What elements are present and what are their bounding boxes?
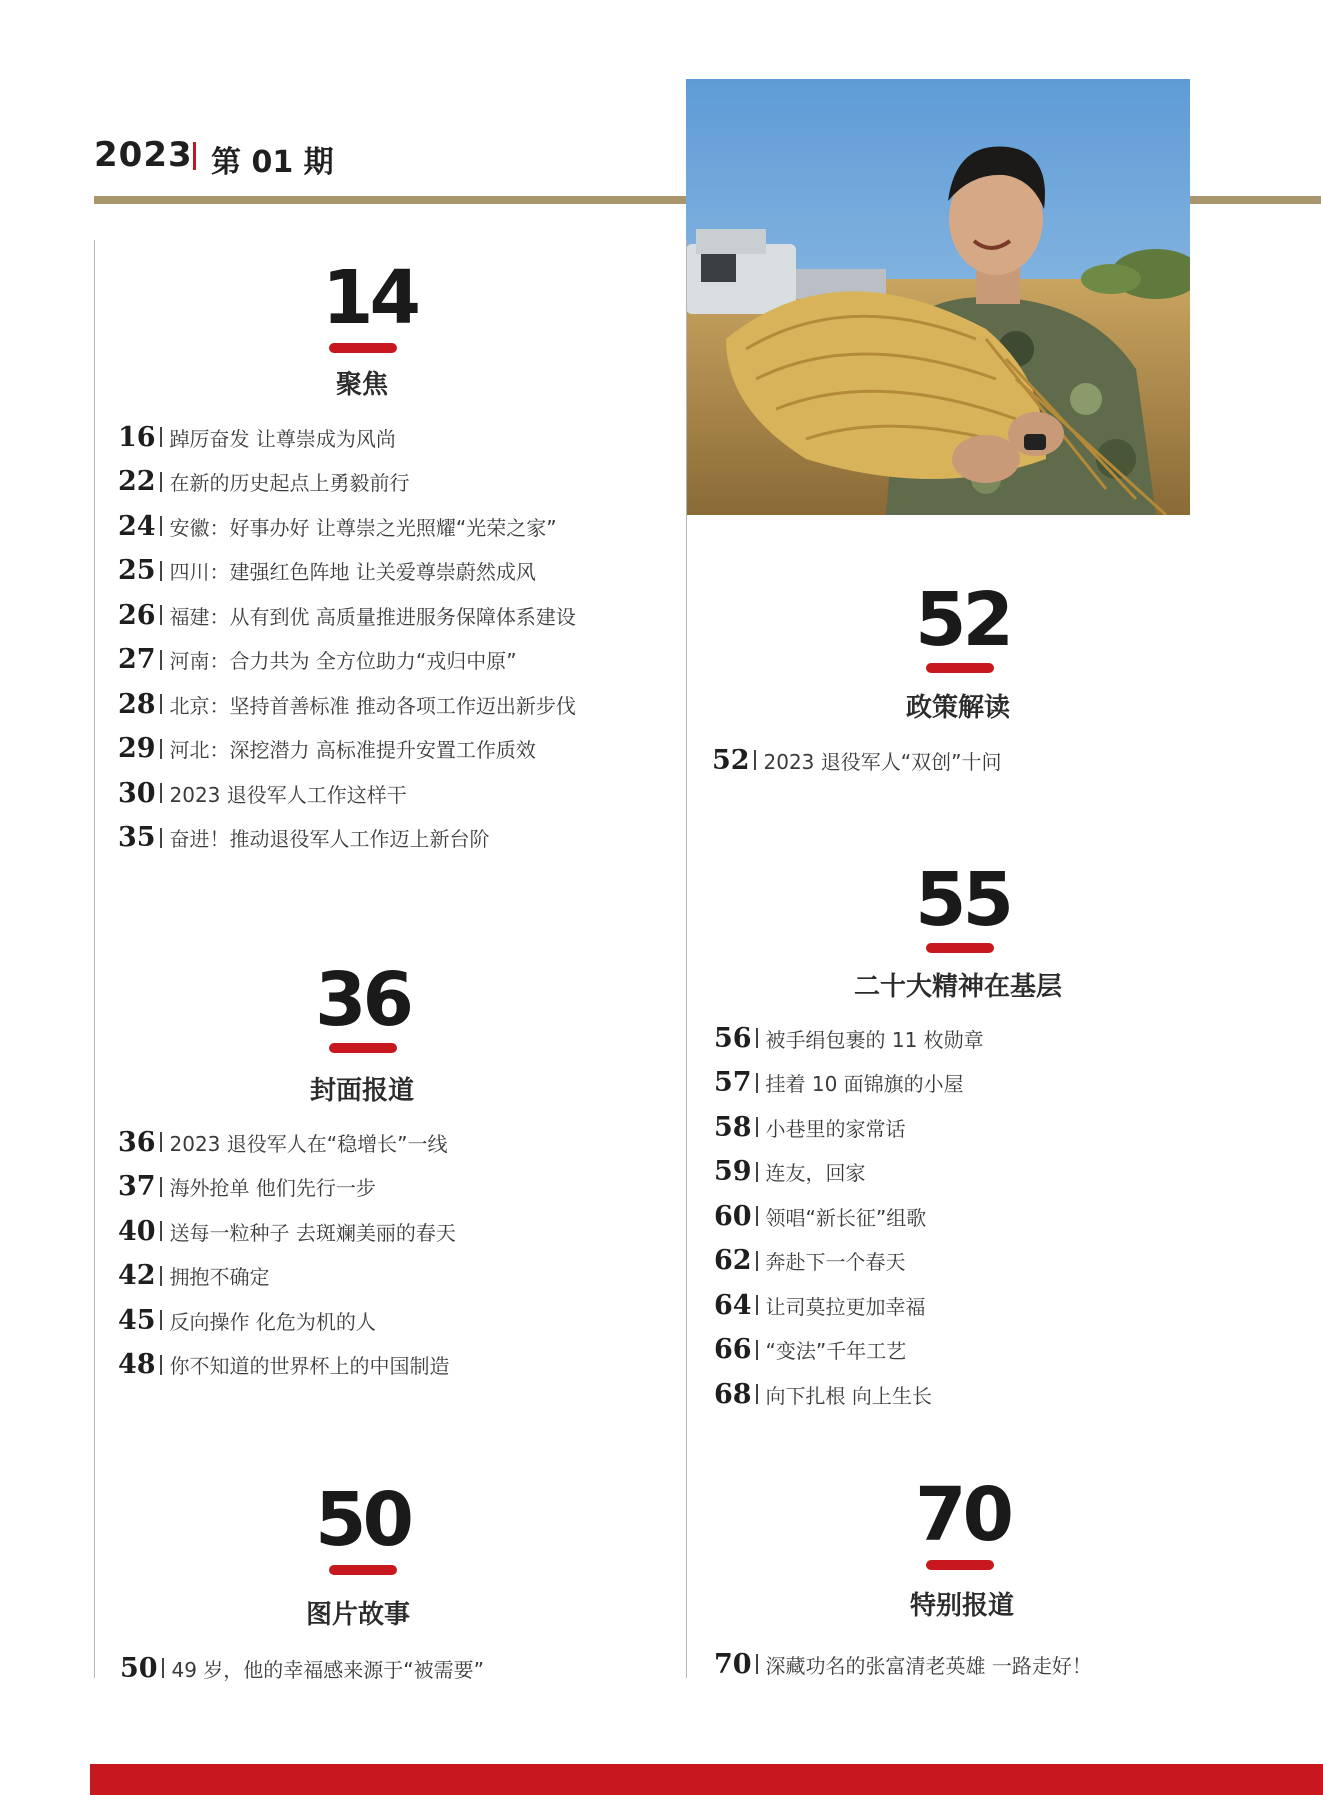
section-photo-story-list <box>120 1646 484 1691</box>
toc-entry[interactable] <box>118 1254 456 1299</box>
toc-entry[interactable] <box>118 1120 456 1165</box>
toc-entry[interactable] <box>118 593 576 638</box>
toc-page: 68 <box>714 1378 752 1410</box>
section-photo-story-bar <box>329 1565 397 1575</box>
section-cover-page: 36 <box>315 957 410 1043</box>
toc-title: 小巷里的家常话 <box>765 1116 906 1141</box>
toc-entry[interactable] <box>714 1061 984 1106</box>
bottom-red-band <box>90 1764 1323 1795</box>
toc-entry[interactable] <box>714 1372 984 1417</box>
toc-title: 49 岁，他的幸福感来源于“被需要” <box>171 1657 485 1682</box>
toc-page: 29 <box>118 733 156 765</box>
toc-title: 拥抱不确定 <box>169 1265 270 1290</box>
middle-column-divider <box>686 240 687 1678</box>
toc-entry[interactable] <box>714 1283 984 1328</box>
toc-page: 45 <box>118 1304 156 1336</box>
toc-title: “变法”千年工艺 <box>765 1339 907 1364</box>
toc-page: 59 <box>714 1156 752 1188</box>
toc-page: 35 <box>118 822 156 854</box>
toc-page: 57 <box>714 1067 752 1099</box>
toc-entry[interactable] <box>118 771 576 816</box>
toc-entry[interactable] <box>118 727 576 772</box>
section-photo-story-title: 图片故事 <box>305 1600 410 1630</box>
toc-title: 被手绢包裹的 11 枚勋章 <box>765 1027 984 1052</box>
toc-title: 送每一粒种子 去斑斓美丽的春天 <box>169 1220 456 1245</box>
section-special-bar <box>926 1560 994 1570</box>
toc-page: 22 <box>118 466 156 498</box>
toc-title: 奋进！推动退役军人工作迈上新台阶 <box>169 827 490 852</box>
toc-entry[interactable] <box>714 1016 984 1061</box>
section-policy-bar <box>926 663 994 673</box>
toc-page: 28 <box>118 688 156 720</box>
section-policy-title: 政策解读 <box>905 693 1010 723</box>
toc-page: 66 <box>714 1334 752 1366</box>
toc-title: 北京：坚持首善标准 推动各项工作迈出新步伐 <box>169 693 576 718</box>
issue-number: 第 01 期 <box>211 145 334 180</box>
toc-page: 26 <box>118 599 156 631</box>
toc-entry[interactable] <box>714 1328 984 1373</box>
section-cover-title: 封面报道 <box>309 1076 414 1106</box>
soldier-with-wheat-photo <box>686 79 1190 515</box>
toc-title: 四川：建强红色阵地 让关爱尊崇蔚然成风 <box>169 560 536 585</box>
toc-page: 48 <box>118 1349 156 1381</box>
section-grassroots-title: 二十大精神在基层 <box>853 972 1062 1002</box>
section-focus-bar <box>329 343 397 353</box>
toc-title: 2023 退役军人工作这样干 <box>169 782 407 807</box>
toc-page: 58 <box>714 1111 752 1143</box>
section-grassroots-page: 55 <box>915 857 1010 943</box>
toc-entry[interactable] <box>712 738 1001 783</box>
toc-page: 24 <box>118 510 156 542</box>
issue-year: 2023 <box>94 135 193 175</box>
toc-entry[interactable] <box>118 1343 456 1388</box>
toc-page: 36 <box>118 1126 156 1158</box>
toc-title: 福建：从有到优 高质量推进服务保障体系建设 <box>169 604 576 629</box>
toc-entry[interactable] <box>714 1239 984 1284</box>
toc-entry[interactable] <box>118 1298 456 1343</box>
toc-title: 踔厉奋发 让尊崇成为风尚 <box>169 426 396 451</box>
toc-page: 56 <box>714 1022 752 1054</box>
toc-title: 让司莫拉更加幸福 <box>765 1294 926 1319</box>
header-rule-right <box>1190 196 1321 204</box>
toc-title: 向下扎根 向上生长 <box>765 1383 932 1408</box>
section-focus-page: 14 <box>322 255 417 341</box>
section-focus-title: 聚焦 <box>335 370 388 400</box>
toc-title: 深藏功名的张富清老英雄 一路走好！ <box>765 1653 1092 1678</box>
toc-title: 河南：合力共为 全方位助力“戎归中原” <box>169 649 517 674</box>
toc-page: 60 <box>714 1200 752 1232</box>
toc-page: 42 <box>118 1260 156 1292</box>
toc-entry[interactable] <box>118 682 576 727</box>
section-policy-page: 52 <box>915 577 1010 663</box>
toc-entry[interactable] <box>118 415 576 460</box>
header-separator <box>193 142 196 170</box>
toc-title: 2023 退役军人“双创”十问 <box>763 749 1002 774</box>
toc-title: 奔赴下一个春天 <box>765 1250 906 1275</box>
toc-title: 领唱“新长征”组歌 <box>765 1205 927 1230</box>
toc-page: 70 <box>714 1648 752 1680</box>
section-special-list <box>714 1642 1092 1687</box>
toc-title: 2023 退役军人在“稳增长”一线 <box>169 1131 448 1156</box>
toc-entry[interactable] <box>118 638 576 683</box>
section-grassroots-bar <box>926 943 994 953</box>
toc-entry[interactable] <box>118 816 576 861</box>
section-special-title: 特别报道 <box>909 1591 1014 1621</box>
section-cover-bar <box>329 1043 397 1053</box>
toc-page: 62 <box>714 1245 752 1277</box>
toc-page: 52 <box>712 744 750 776</box>
section-policy-list <box>712 738 1001 783</box>
toc-title: 挂着 10 面锦旗的小屋 <box>765 1072 964 1097</box>
section-grassroots-list <box>714 1016 984 1417</box>
toc-title: 你不知道的世界杯上的中国制造 <box>169 1354 450 1379</box>
toc-entry[interactable] <box>120 1646 484 1691</box>
toc-entry[interactable] <box>118 1209 456 1254</box>
toc-entry[interactable] <box>118 549 576 594</box>
header-rule-left <box>94 196 686 204</box>
section-cover-list <box>118 1120 456 1387</box>
section-special-page: 70 <box>915 1472 1010 1558</box>
toc-entry[interactable] <box>714 1150 984 1195</box>
toc-entry[interactable] <box>118 460 576 505</box>
toc-title: 反向操作 化危为机的人 <box>169 1309 376 1334</box>
toc-entry[interactable] <box>714 1194 984 1239</box>
toc-page: 27 <box>118 644 156 676</box>
section-focus-list <box>118 415 576 860</box>
toc-title: 安徽：好事办好 让尊崇之光照耀“光荣之家” <box>169 515 557 540</box>
section-photo-story-page: 50 <box>315 1477 410 1563</box>
toc-page: 25 <box>118 555 156 587</box>
toc-entry[interactable] <box>118 1165 456 1210</box>
toc-title: 在新的历史起点上勇毅前行 <box>169 471 410 496</box>
toc-entry[interactable] <box>118 504 576 549</box>
toc-title: 海外抢单 他们先行一步 <box>169 1176 376 1201</box>
toc-entry[interactable] <box>714 1105 984 1150</box>
toc-page: 64 <box>714 1289 752 1321</box>
toc-title: 河北：深挖潜力 高标准提升安置工作质效 <box>169 738 536 763</box>
toc-title: 连友，回家 <box>765 1161 866 1186</box>
left-column-divider <box>94 240 95 1678</box>
toc-page: 16 <box>118 421 156 453</box>
toc-page: 40 <box>118 1215 156 1247</box>
toc-entry[interactable] <box>714 1642 1092 1687</box>
toc-page: 37 <box>118 1171 156 1203</box>
toc-page: 50 <box>120 1652 158 1684</box>
toc-page: 30 <box>118 777 156 809</box>
